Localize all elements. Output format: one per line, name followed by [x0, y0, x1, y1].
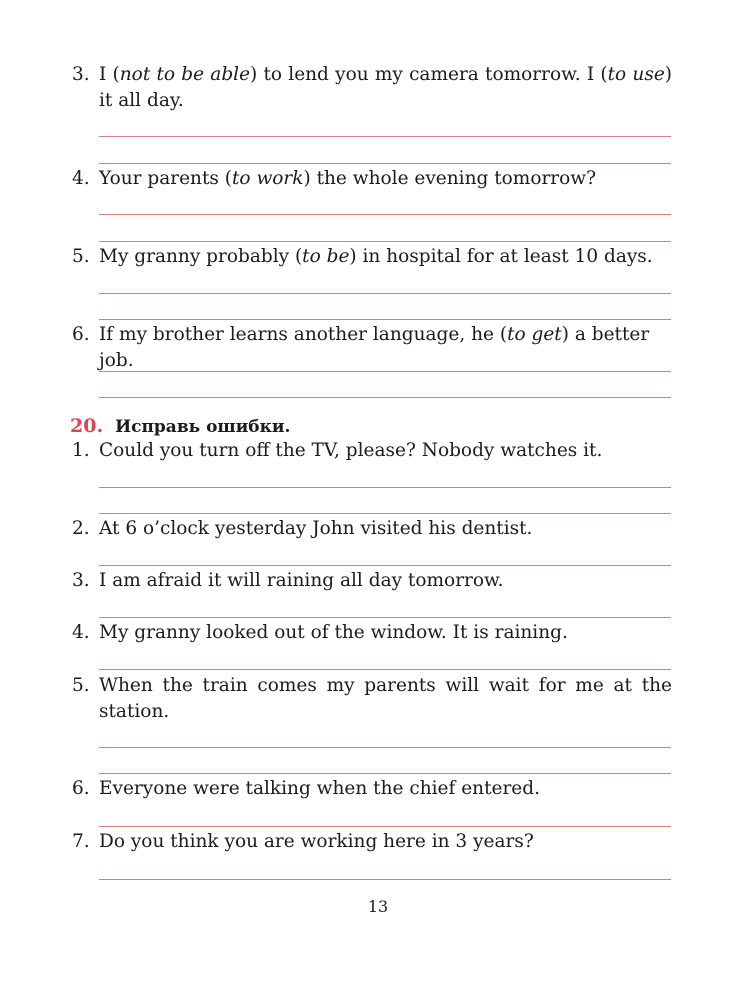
- answer-line[interactable]: [99, 487, 671, 488]
- verb-hint: to work: [232, 168, 304, 189]
- item-number: 3.: [72, 64, 90, 85]
- text-part: ) the whole evening tomorrow?: [303, 168, 597, 189]
- answer-line[interactable]: [99, 214, 671, 215]
- item-text: [99, 673, 672, 725]
- answer-line[interactable]: [99, 371, 671, 372]
- verb-hint: to be: [302, 246, 350, 267]
- item-number: 2.: [72, 518, 90, 539]
- item-number: 6.: [72, 324, 90, 345]
- answer-line[interactable]: [99, 669, 671, 670]
- verb-hint: to get: [507, 324, 562, 345]
- item-text: Everyone were talking when the chief entered.: [99, 778, 540, 799]
- answer-line[interactable]: [99, 826, 671, 827]
- item-number: 7.: [72, 831, 90, 852]
- answer-line[interactable]: [99, 565, 671, 566]
- item-text: I am afraid it will raining all day tomorrow.: [99, 570, 504, 591]
- text-part: ) a better job.: [99, 324, 650, 371]
- answer-line[interactable]: [99, 319, 671, 320]
- item-text: Could you turn off the TV, please? Nobody watches it.: [99, 440, 603, 461]
- exercise-title: Исправь ошибки.: [115, 417, 291, 437]
- item-text: [99, 166, 672, 192]
- item-text: [99, 244, 672, 270]
- answer-line[interactable]: [99, 293, 671, 294]
- item-text: My granny looked out of the window. It is raining.: [99, 622, 568, 643]
- text-part: ) to lend you my camera tomorrow. I (: [250, 64, 608, 85]
- text-continuation: station.: [99, 701, 170, 722]
- item-number: 1.: [72, 440, 90, 461]
- item-text: At 6 o’clock yesterday John visited his dentist.: [99, 518, 533, 539]
- answer-line[interactable]: [99, 747, 671, 748]
- answer-line[interactable]: [99, 163, 671, 164]
- item-number: 4.: [72, 168, 90, 189]
- exercise-20-heading: [70, 413, 290, 440]
- item-number: 5.: [72, 675, 90, 696]
- item-number: 3.: [72, 570, 90, 591]
- exercise-number: 20.: [70, 415, 104, 437]
- answer-line[interactable]: [99, 136, 671, 137]
- page-number: 13: [367, 897, 389, 916]
- answer-line[interactable]: [99, 241, 671, 242]
- text-part: ): [664, 64, 672, 85]
- text-part: ) in hospital for at least 10 days.: [349, 246, 653, 267]
- text-part: I (: [99, 64, 120, 85]
- answer-line[interactable]: [99, 879, 671, 880]
- item-number: 5.: [72, 246, 90, 267]
- answer-line[interactable]: [99, 617, 671, 618]
- text-part: Your parents (: [99, 168, 232, 189]
- answer-line[interactable]: [99, 397, 671, 398]
- text-part: If my brother learns another language, he (: [99, 324, 508, 345]
- verb-hint: not to be able: [119, 64, 251, 85]
- item-text: [99, 62, 672, 114]
- verb-hint: to use: [607, 64, 665, 85]
- answer-line[interactable]: [99, 513, 671, 514]
- text-line: When the train comes my parents will wait for me at the: [99, 675, 672, 696]
- item-number: 6.: [72, 778, 90, 799]
- text-continuation: it all day.: [99, 90, 184, 111]
- answer-line[interactable]: [99, 773, 671, 774]
- item-text: Do you think you are working here in 3 years?: [99, 831, 534, 852]
- text-part: My granny probably (: [99, 246, 303, 267]
- item-text: [99, 322, 672, 374]
- item-number: 4.: [72, 622, 90, 643]
